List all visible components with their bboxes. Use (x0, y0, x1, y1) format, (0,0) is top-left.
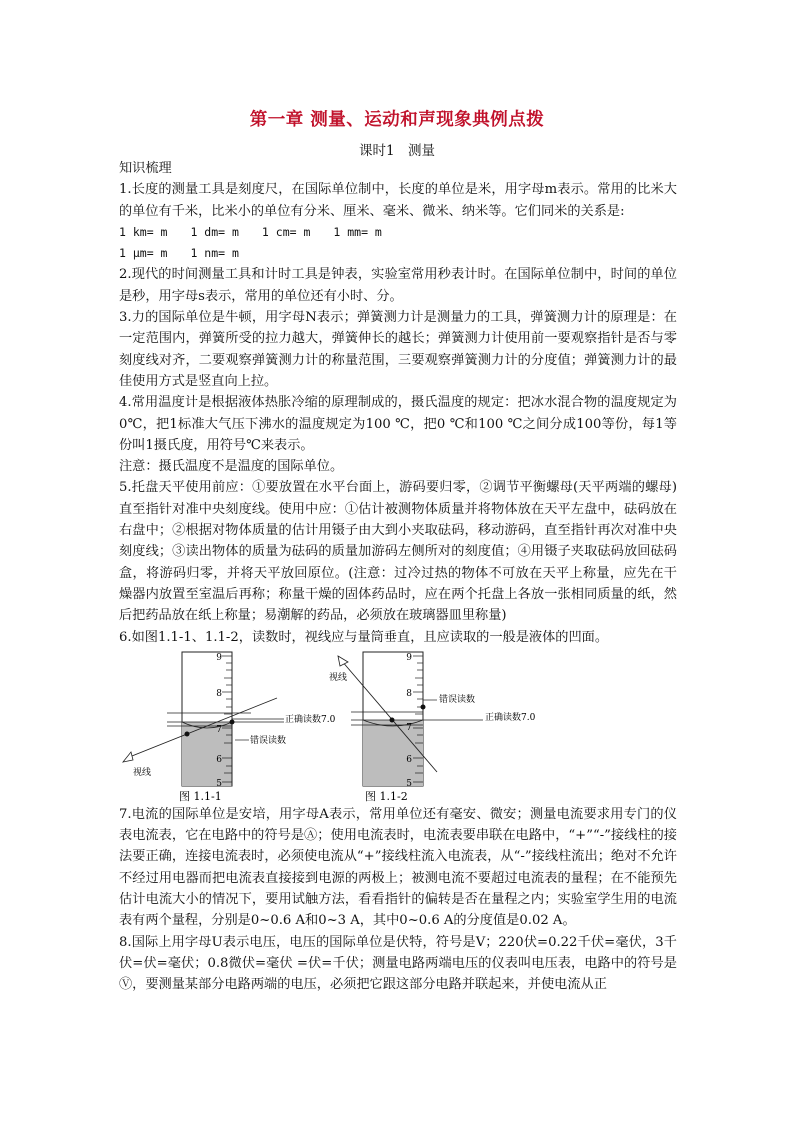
paragraph-7: 7.电流的国际单位是安培，用字母A表示，常用单位还有毫安、微安；测量电流要求用专门的仪表电流表，它在电路中的符号是Ⓐ；使用电流表时，电流表要串联在电路中，“+”“-”接线柱的接法要正确，连接电流表时，必须使电流从“+”接线柱流入电流表，从“-”接线柱流出；绝对不允许不经过用电器而把电流表直接接到电源的两极上；被测电流不要超过电流表的量程；在不能预先估计电流大小的情况下，要用试触方法，看看指针的偏转是否在量程之内；实验室学生用的电流表有两个量程，分别是0~0.6 A和0~3 A，其中0~0.6 A的分度值是0.02 A。 (119, 806, 677, 929)
fig1-wrong-label: 错误读数 (250, 735, 287, 746)
fig2-tick-8: 8 (406, 688, 412, 699)
note-paragraph: 注意：摄氏温度不是温度的国际单位。 (119, 459, 344, 475)
figure-1-1 (123, 652, 336, 803)
fig2-tick-7: 7 (406, 722, 412, 733)
figure-1-2 (329, 652, 536, 803)
lesson-subtitle: 课时1 测量 (358, 143, 436, 159)
paragraph-2: 2.现代的时间测量工具和计时工具是钟表，实验室常用秒表计时。在国际单位制中，时间的单位是秒，用字母s表示，常用的单位还有小时、分。 (119, 267, 677, 304)
fig1-correct-label: 正确读数7.0 (285, 714, 336, 725)
fig2-tick-6: 6 (406, 754, 412, 765)
fig2-sight-label: 视线 (329, 672, 348, 683)
fig1-sight-label: 视线 (133, 767, 152, 778)
section-heading: 知识梳理 (119, 161, 172, 176)
fig1-tick-6: 6 (216, 754, 222, 765)
fig2-correct-label: 正确读数7.0 (485, 712, 536, 723)
cylinder-figures (119, 650, 677, 804)
fig2-wrong-label: 错误读数 (439, 694, 476, 705)
fig2-caption: 图 1.1-2 (365, 789, 408, 803)
fig2-tick-9: 9 (406, 652, 412, 663)
document-body (119, 158, 677, 996)
fig1-tick-8: 8 (216, 688, 222, 699)
paragraph-4: 4.常用温度计是根据液体热胀冷缩的原理制成的，摄氏温度的规定：把冰水混合物的温度规定为0℃，把1标准大气压下沸水的温度规定为100 ℃，把0 ℃和100 ℃之间分成100等份，每1等份叫1摄氏度，用符号℃来表示。 (119, 395, 677, 453)
paragraph-8: 8.国际上用字母U表示电压，电压的国际单位是伏特，符号是V；220伏=0.22千伏=毫伏，3千伏=伏=毫伏；0.8微伏=毫伏 =伏=千伏；测量电路两端电压的仪表叫电压表，电路中的符号是Ⓥ，要测量某部分电路两端的电压，必须把它跟这部分电路并联起来，并使电流从正 (119, 934, 677, 993)
fig1-tick-5: 5 (216, 778, 222, 789)
unit-conversion-line-2: 1 μm= m 1 nm= m (119, 246, 239, 261)
fig1-tick-9: 9 (216, 652, 222, 663)
unit-conversion-line-1: 1 km= m 1 dm= m 1 cm= m 1 mm= m (119, 224, 382, 239)
fig1-tick-7: 7 (216, 724, 222, 735)
fig1-caption: 图 1.1-1 (179, 789, 222, 803)
page-title: 第一章 测量、运动和声现象典例点拨 (249, 110, 545, 130)
paragraph-3: 3.力的国际单位是牛顿，用字母N表示；弹簧测力计是测量力的工具，弹簧测力计的原理是：在一定范围内，弹簧所受的拉力越大，弹簧伸长的越长；弹簧测力计使用前一要观察指针是否与零刻度线对齐，二要观察弹簧测力计的称量范围，三要观察弹簧测力计的分度值；弹簧测力计的最佳使用方式是竖直向上拉。 (119, 310, 677, 389)
paragraph-5: 5.托盘天平使用前应：①要放置在水平台面上，游码要归零，②调节平衡螺母(天平两端的螺母)直至指针对准中央刻度线。使用中应：①估计被测物体质量并将物体放在天平左盘中，砝码放在右盘中；②根据对物体质量的估计用镊子由大到小夹取砝码，移动游码，直至指针再次对准中央刻度线；③读出物体的质量为砝码的质量加游码左侧所对的刻度值；④用镊子夹取砝码放回砝码盒，将游码归零，并将天平放回原位。(注意：过冷过热的物体不可放在天平上称量，应先在干燥器内放置至室温后再称；称量干燥的固体药品时，应在两个托盘上各放一张相同质量的纸，然后把药品放在纸上称量；易潮解的药品，必须放在玻璃器皿里称量) (119, 480, 677, 624)
paragraph-6: 6.如图1.1-1、1.1-2，读数时，视线应与量筒垂直，且应读取的一般是液体的凹面。 (119, 629, 609, 645)
cylinder-figures-svg (119, 650, 677, 804)
fig2-tick-5: 5 (406, 778, 412, 789)
paragraph-1: 1.长度的测量工具是刻度尺，在国际单位制中，长度的单位是米，用字母m表示。常用的比米大的单位有千米，比米小的单位有分米、厘米、毫米、微米、纳米等。它们同米的关系是: (119, 182, 677, 219)
